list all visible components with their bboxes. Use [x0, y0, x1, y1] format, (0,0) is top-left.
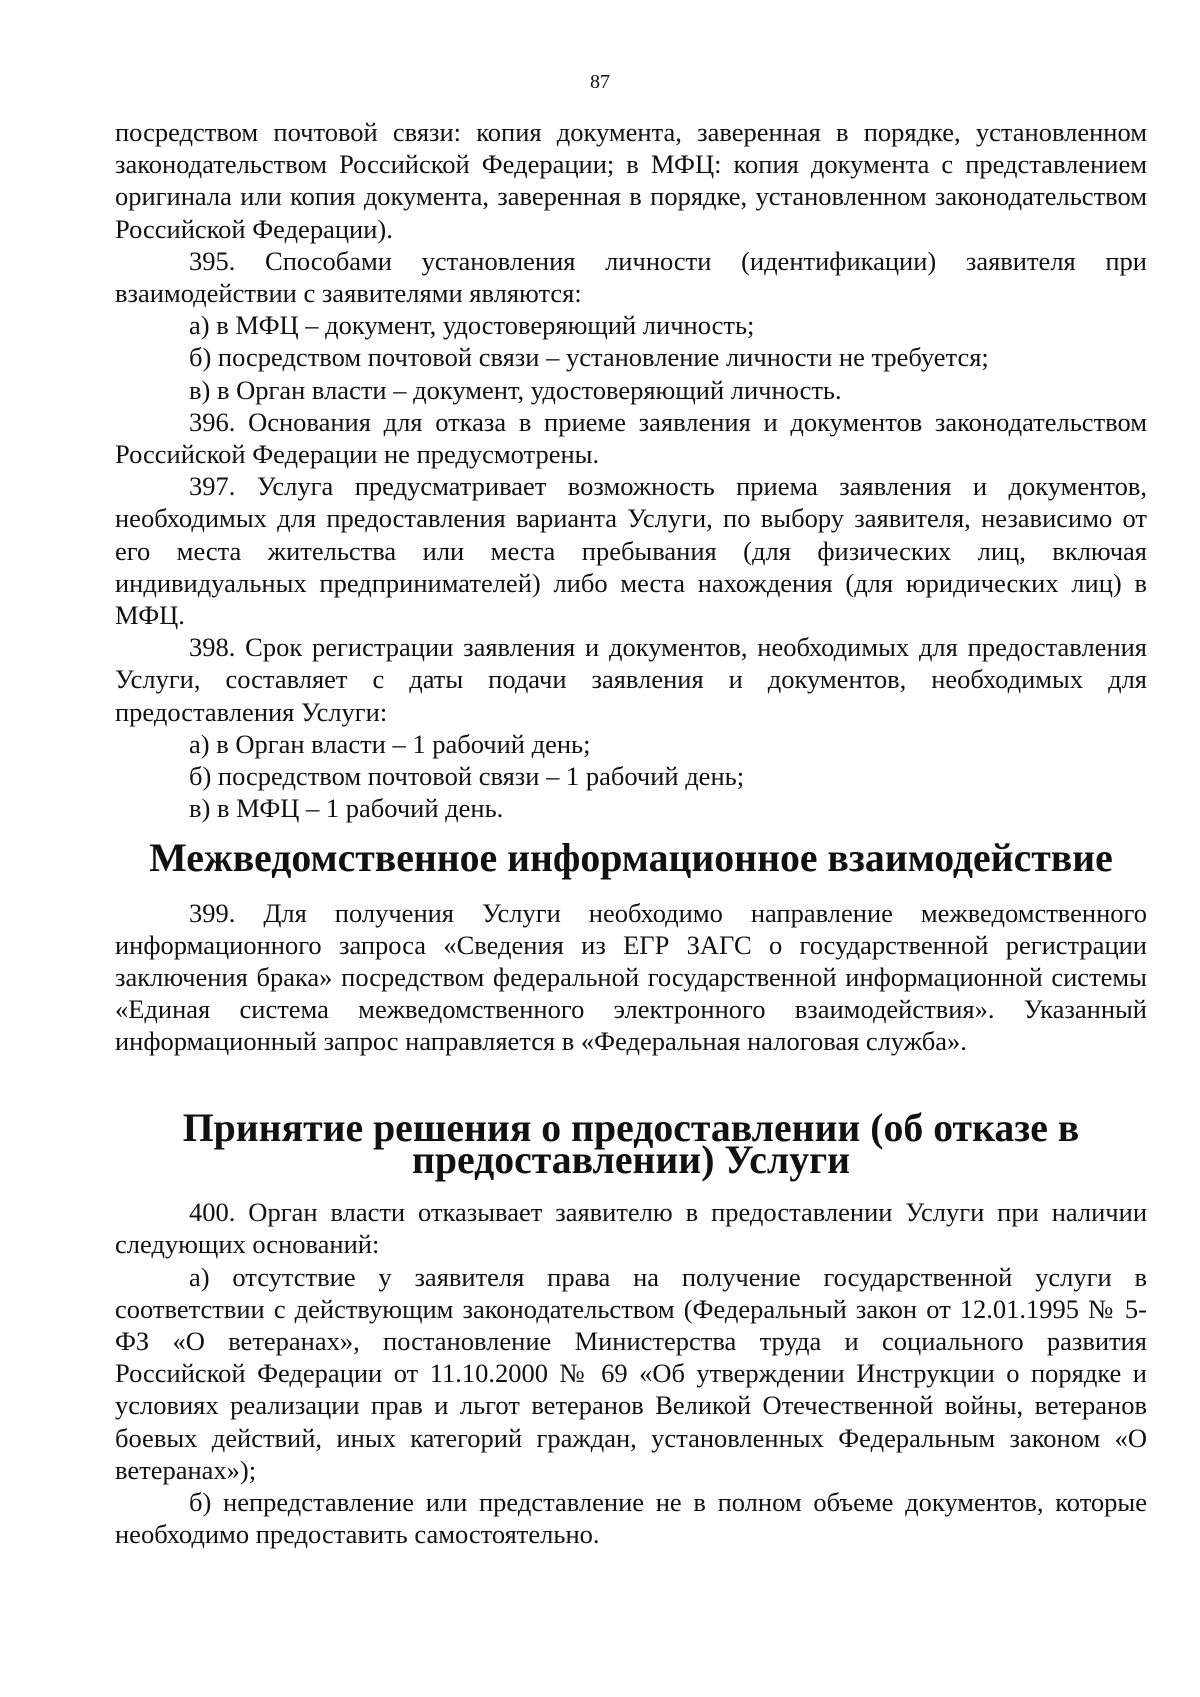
- paragraph-395: 395. Способами установления личности (идентификации) заявителя при взаимодействии с заявителями являются:: [115, 245, 1147, 309]
- section-heading-interagency: Межведомственное информационное взаимодействие: [149, 836, 1113, 881]
- paragraph-396: 396. Основания для отказа в приеме заявления и документов законодательством Российской Федерации не предусмотрены.: [115, 406, 1147, 470]
- list-item: а) отсутствие у заявителя права на получение государственной услуги в соответствии с действующим законодательством (Федеральный закон от 12.01.1995 № 5-ФЗ «О ветеранах», постановление Министерства труда и социального развития Российской Федерации от 11.10.2000 № 69 «Об утверждении Инструкции о порядке и условиях реализации прав и льгот ветеранов Великой Отечественной войны, ветеранов боевых действий, иных категорий граждан, установленных Федеральным законом «О ветеранах»);: [115, 1261, 1147, 1485]
- list-item: б) посредством почтовой связи – 1 рабочий день;: [189, 761, 745, 792]
- section-bottom: [115, 1196, 1147, 1550]
- section-top: [115, 116, 1147, 824]
- page-number: 87: [590, 71, 610, 93]
- paragraph: посредством почтовой связи: копия документа, заверенная в порядке, установленном законодательством Российской Федерации; в МФЦ: копия документа с представлением оригинала или копия документа, заверенная в порядке, установленном законодательством Российской Федерации).: [115, 117, 1147, 244]
- section-mid: [115, 897, 1147, 1058]
- paragraph-398: 398. Срок регистрации заявления и документов, необходимых для предоставления Услуги, составляет с даты подачи заявления и документов, необходимых для предоставления Услуги:: [115, 632, 1147, 727]
- list-item: б) посредством почтовой связи – установление личности не требуется;: [189, 342, 989, 373]
- list-item: б) непредставление или представление не в полном объеме документов, которые необходимо предоставить самостоятельно.: [115, 1486, 1147, 1550]
- document-body: [115, 116, 1147, 1550]
- list-item: а) в МФЦ – документ, удостоверяющий личность;: [189, 310, 755, 341]
- paragraph-400: 400. Орган власти отказывает заявителю в предоставлении Услуги при наличии следующих оснований:: [115, 1197, 1147, 1260]
- list-item: в) в МФЦ – 1 рабочий день.: [189, 793, 504, 824]
- section-heading-decision: Принятие решения о предоставлении (об отказе в предоставлении) Услуги: [182, 1105, 1080, 1182]
- paragraph-397: 397. Услуга предусматривает возможность приема заявления и документов, необходимых для предоставления варианта Услуги, по выбору заявителя, независимо от его места жительства или места пребывания (для физических лиц, включая индивидуальных предпринимателей) либо места нахождения (для юридических лиц) в МФЦ.: [115, 471, 1147, 631]
- list-item: в) в Орган власти – документ, удостоверяющий личность.: [189, 374, 842, 405]
- paragraph-399: 399. Для получения Услуги необходимо направление межведомственного информационного запроса «Сведения из ЕГР ЗАГС о государственной регистрации заключения брака» посредством федеральной государственной информационной системы «Единая система межведомственного электронного взаимодействия». Указанный информационный запрос направляется в «Федеральная налоговая служба».: [115, 897, 1147, 1057]
- list-item: а) в Орган власти – 1 рабочий день;: [189, 728, 591, 759]
